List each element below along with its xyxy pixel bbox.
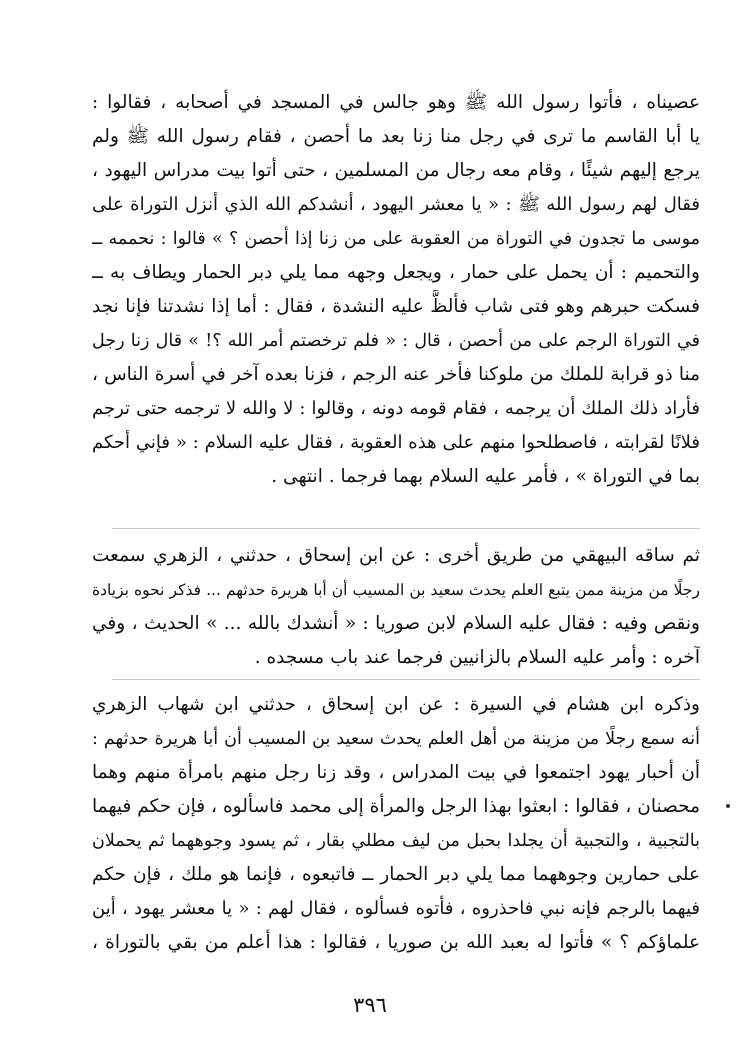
text-line: رجلًا من مزينة ممن يتبع العلم يحدث سعيد بن المسيب أن أبا هريرة حدثهم ... فذكر نحوه بزيادة [92, 581, 700, 599]
text-line: والتحميم : أن يحمل على حمار ، ويجعل وجهه مما يلي دبر الحمار ويطاف به ــ [92, 262, 700, 283]
text-line: ثم ساقه البيهقي من طريق أخرى : عن ابن إسحاق ، حدثني ، الزهري سمعت [92, 545, 700, 566]
text-line: يا أبا القاسم ما ترى في رجل منا زنا بعد ما أحصن ، فقام رسول الله ﷺ ولم [92, 126, 700, 147]
text-line: في التوراة الرجم على من أحصن ، قال : « فلم ترخصتم أمر الله ؟! » قال زنا رجل [92, 331, 700, 351]
text-line: بالتجبية ، والتجبية أن يجلدا بحبل من ليف مطلي بقار ، ثم يسود وجوههما ثم يحملان [92, 831, 700, 851]
paragraph-divider [112, 679, 700, 680]
text-line: على حمارين وجوههما مما يلي دبر الحمار ــ فاتبعوه ، فإنما هو ملك ، فإن حكم [92, 864, 700, 885]
text-line: منا ذو قرابة للملك من ملوكنا فأخر عنه الرجم ، فزنا بعده آخر في أسرة الناس ، [92, 364, 700, 385]
text-line: فلانًا لقرابته ، فاصطلحوا منهم على هذه العقوبة ، فقال عليه السلام : « فإني أحكم [92, 432, 700, 453]
text-line: أن أحبار يهود اجتمعوا في بيت المدراس ، وقد زنا رجل منهم بامرأة منهم وهما [92, 762, 700, 783]
paragraph-2 [92, 539, 700, 675]
text-line: وذكره ابن هشام في السيرة : عن ابن إسحاق ، حدثني ابن شهاب الزهري [92, 694, 700, 715]
text-line: آخره : وأمر عليه السلام بالزانيين فرجما عند باب مسجده . [254, 647, 700, 668]
text-line: أنه سمع رجلًا من مزينة من أهل العلم يحدث سعيد بن المسيب أن أبا هريرة حدثهم : [92, 729, 700, 749]
text-line: فيهما بالرجم فإنه نبي فاحذروه ، فأتوه فسألوه ، فقال لهم : « يا معشر يهود ، أين [92, 898, 700, 919]
text-line: موسى ما تجدون في التوراة من العقوبة على من زنا إذا أحصن ؟ » قالوا : نحممه ــ [92, 229, 700, 249]
margin-mark [726, 804, 730, 808]
text-line: فقال لهم رسول الله ﷺ : « يا معشر اليهود ، أنشدكم الله الذي أنزل التوراة على [92, 194, 700, 215]
paragraph-1 [92, 86, 700, 494]
page-number: ٣٩٦ [353, 993, 387, 1017]
text-line: فسكت حبرهم وهو فتى شاب فألظَّ عليه النشدة ، فقال : أما إذا نشدتنا فإنا نجد [92, 296, 700, 317]
text-line: علماؤكم ؟ » فأتوا له بعبد الله بن صوريا ، فقالوا : هذا أعلم من بقي بالتوراة ، [92, 932, 700, 953]
text-line: عصيناه ، فأتوا رسول الله ﷺ وهو جالس في المسجد في أصحابه ، فقالوا : [92, 92, 700, 113]
paragraph-divider [112, 528, 700, 529]
text-line: فأراد ذلك الملك أن يرجمه ، فقام قومه دونه ، وقالوا : لا والله لا ترجمه حتى ترجم [92, 398, 700, 419]
text-line: محصنان ، فقالوا : ابعثوا بهذا الرجل والمرأة إلى محمد فاسألوه ، فإن حكم فيهما [92, 796, 700, 817]
paragraph-3 [92, 688, 700, 960]
text-line: ونقص وفيه : فقال عليه السلام لابن صوريا : « أنشدك بالله ... » الحديث ، وفي [92, 613, 700, 634]
text-line: يرجع إليهم شيئًا ، وقام معه رجال من المسلمين ، حتى أتوا بيت مدراس اليهود ، [92, 160, 700, 181]
text-line: بما في التوراة » ، فأمر عليه السلام بهما فرجما . انتهى . [271, 466, 700, 487]
